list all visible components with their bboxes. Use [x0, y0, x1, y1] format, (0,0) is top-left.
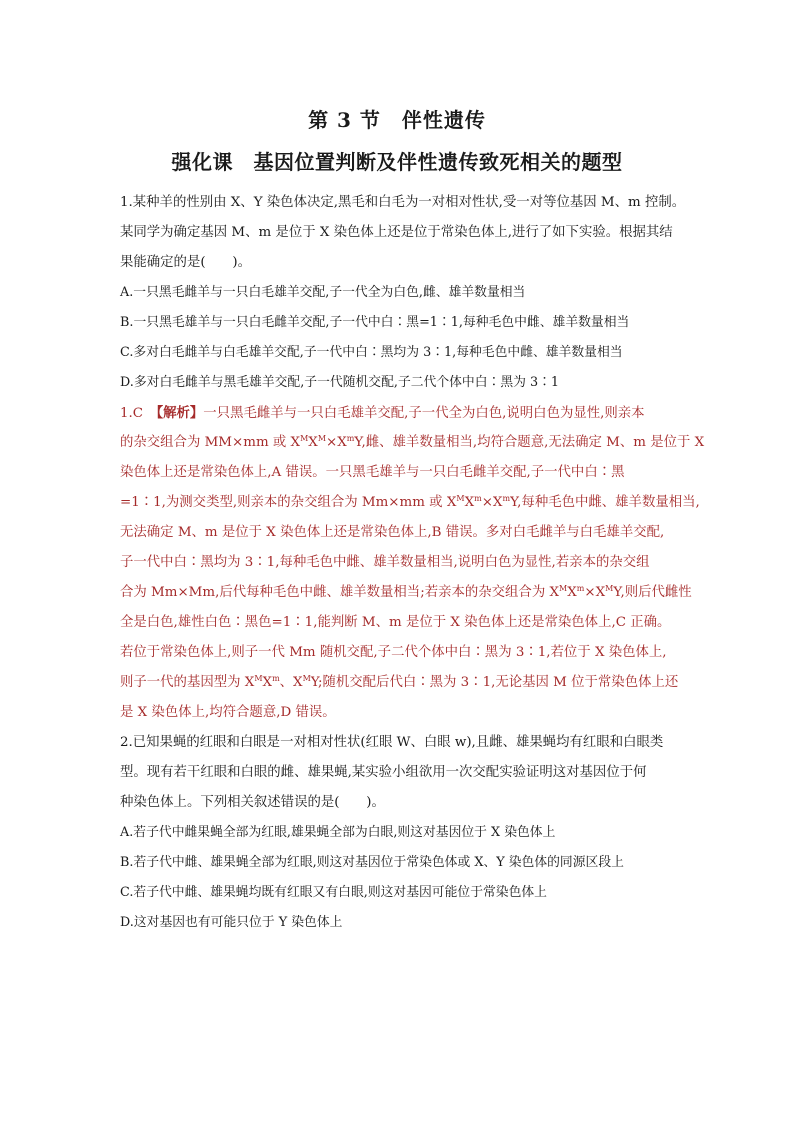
- section-title: 第 3 节 伴性遗传: [308, 108, 486, 132]
- option-b: B.若子代中雌、雄果蝇全部为红眼,则这对基因位于常染色体或 X、Y 染色体的同源区段上: [120, 855, 624, 870]
- option-c: C.若子代中雌、雄果蝇均既有红眼又有白眼,则这对基因可能位于常染色体上: [120, 885, 547, 900]
- document-body: [120, 188, 705, 938]
- analysis-line: 1.C 【解析】一只黑毛雌羊与一只白毛雄羊交配,子一代全为白色,说明白色为显性,则亲本: [120, 405, 645, 421]
- analysis-line: 无法确定 M、m 是位于 X 染色体上还是常染色体上,B 错误。多对白毛雌羊与白毛雄羊交配,: [120, 525, 665, 540]
- option-a: A.若子代中雌果蝇全部为红眼,雄果蝇全部为白眼,则这对基因位于 X 染色体上: [120, 825, 556, 840]
- option-a: A.一只黑毛雌羊与一只白毛雄羊交配,子一代全为白色,雌、雄羊数量相当: [120, 285, 526, 300]
- analysis-line: 则子一代的基因型为 $X^MX^m$、$X^MY$;随机交配后代白∶黑为 3∶1,无论基因 M 位于常染色体上还: [120, 674, 679, 690]
- option-d: D.多对白毛雌羊与黑毛雄羊交配,子一代随机交配,子二代个体中白∶黑为 3∶1: [120, 375, 560, 390]
- question-stem-line: 果能确定的是( )。: [120, 255, 251, 270]
- analysis-line: 是 X 染色体上,均符合题意,D 错误。: [120, 705, 336, 720]
- option-d: D.这对基因也有可能只位于 Y 染色体上: [120, 915, 343, 930]
- analysis-tag: 【解析】: [156, 405, 204, 421]
- question-stem-line: 种染色体上。下列相关叙述错误的是( )。: [120, 795, 385, 810]
- option-b: B.一只黑毛雄羊与一只白毛雌羊交配,子一代中白∶黑=1∶1,每种毛色中雌、雄羊数量相当: [120, 315, 630, 330]
- question-2: [120, 728, 680, 938]
- answer-label: 1.C: [120, 406, 157, 421]
- question-stem-line: 型。现有若干红眼和白眼的雌、雄果蝇,某实验小组欲用一次交配实验证明这对基因位于何: [120, 765, 647, 780]
- answer-analysis-1: [120, 398, 705, 728]
- analysis-line: 合为 Mm×Mm,后代每种毛色中雌、雄羊数量相当;若亲本的杂交组合为 $X^MX^m\times X^MY$,则后代雌性: [120, 584, 692, 600]
- analysis-line: 若位于常染色体上,则子一代 Mm 随机交配,子二代个体中白∶黑为 3∶1,若位于 X 染色体上,: [120, 645, 667, 660]
- question-stem-line: 某同学为确定基因 M、m 是位于 X 染色体上还是位于常染色体上,进行了如下实验。根据其结: [120, 225, 673, 240]
- option-c: C.多对白毛雌羊与白毛雄羊交配,子一代中白∶黑均为 3∶1,每种毛色中雌、雄羊数量相当: [120, 345, 623, 360]
- analysis-line: 染色体上还是常染色体上,A 错误。一只黑毛雄羊与一只白毛雌羊交配,子一代中白∶黑: [120, 465, 625, 480]
- analysis-line: 的杂交组合为 MM×mm 或 $X^MX^M\times X^mY$,雌、雄羊数量相当,均符合题意,无法确定 M、m 是位于 X: [120, 434, 705, 450]
- page-subtitle: 强化课 基因位置判断及伴性遗传致死相关的题型: [171, 150, 623, 174]
- question-stem-line: 1.某种羊的性别由 X、Y 染色体决定,黑毛和白毛为一对相对性状,受一对等位基因 M、m 控制。: [120, 195, 686, 210]
- analysis-line: 子一代中白∶黑均为 3∶1,每种毛色中雌、雄羊数量相当,说明白色为显性,若亲本的杂交组: [120, 555, 650, 570]
- analysis-line: 全是白色,雄性白色∶黑色=1∶1,能判断 M、m 是位于 X 染色体上还是常染色体上,C 正确。: [120, 615, 671, 630]
- question-1: [120, 188, 686, 398]
- question-stem-line: 2.已知果蝇的红眼和白眼是一对相对性状(红眼 W、白眼 w),且雌、雄果蝇均有红眼和白眼类: [120, 735, 664, 750]
- analysis-line: =1∶1,为测交类型,则亲本的杂交组合为 Mm×mm 或 $X^MX^m\times X^mY$,每种毛色中雌、雄羊数量相当,: [120, 494, 700, 510]
